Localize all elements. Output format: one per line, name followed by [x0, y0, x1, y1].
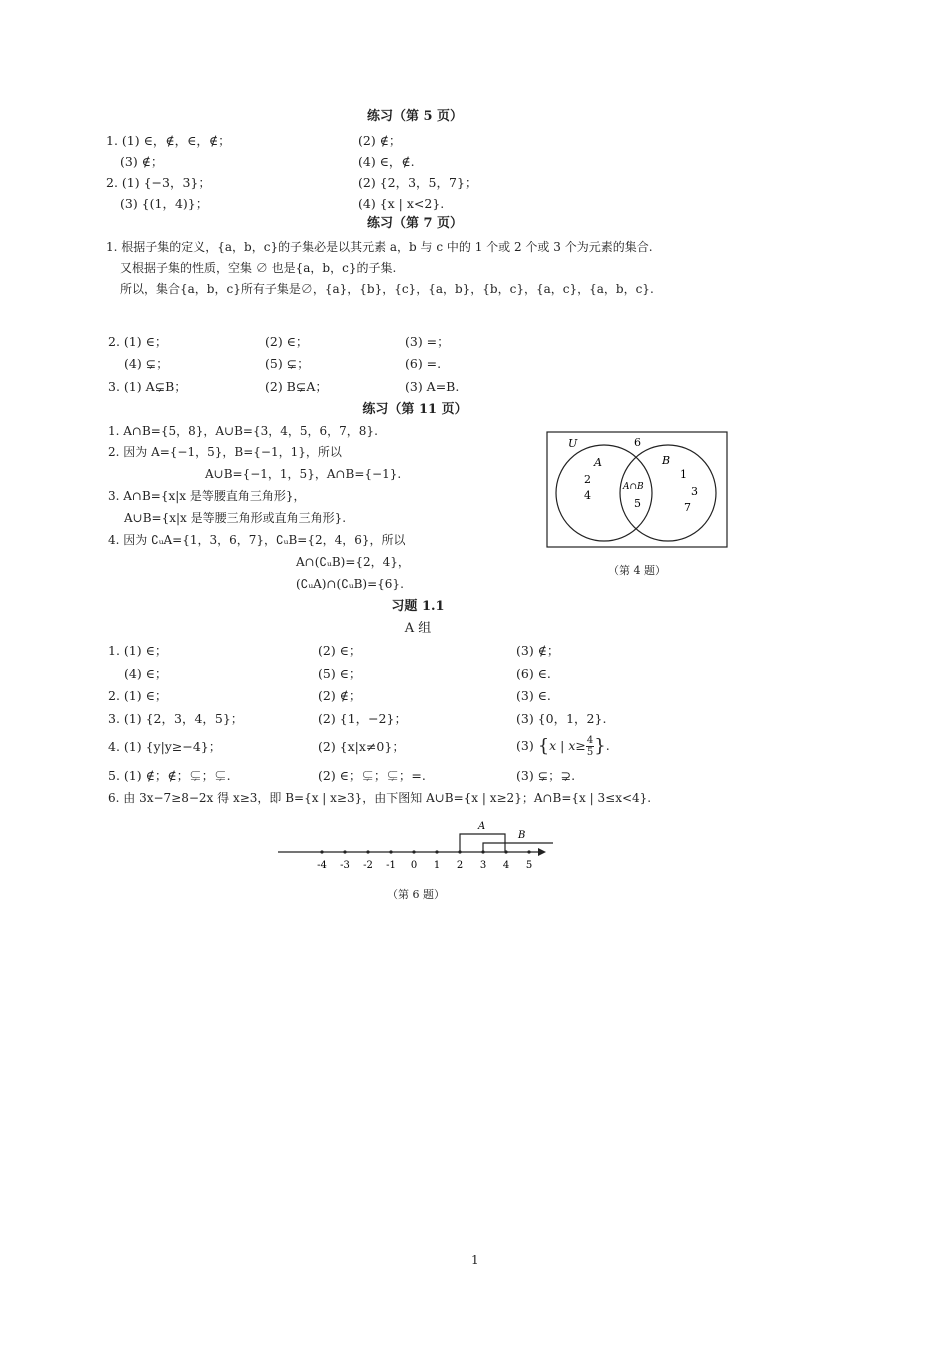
- answer-line: (2) {2，3，5，7}；: [358, 175, 478, 190]
- answer-line: 3. (1) {2，3，4，5}；: [108, 711, 244, 726]
- brace-close: }: [594, 735, 606, 757]
- tick-dot: [504, 850, 507, 853]
- value-2: 2: [584, 473, 591, 486]
- answer-line: (4) ∈；: [124, 666, 168, 681]
- section-title-p11: 练习（第 11 页）: [362, 402, 468, 417]
- answer-line: A∪B={x|x 是等腰三角形或直角三角形}.: [124, 511, 347, 525]
- label-u: U: [568, 437, 578, 450]
- tick-dot: [435, 850, 438, 853]
- tick-dot: [320, 850, 323, 853]
- tick-label: 5: [525, 860, 533, 871]
- tick-label: 4: [502, 860, 510, 871]
- label-a: A: [594, 456, 602, 469]
- answer-line: (3) ∉；: [120, 154, 164, 169]
- section-title-exercise: 习题 1.1: [391, 599, 445, 614]
- answer-line: 2. (1) ∈；: [108, 334, 168, 349]
- answer-line: (2) B⊊A；: [265, 379, 328, 394]
- answer-line: (3) {0，1，2}.: [516, 711, 607, 726]
- answer-line: 1. (1) ∈，∉，∈，∉；: [106, 133, 231, 148]
- answer-line: (4) ⊊；: [124, 356, 169, 371]
- label-a: A: [478, 821, 486, 832]
- tick-label: 3: [479, 860, 487, 871]
- answer-line: 4. 因为 ∁ᵤA={1，3，6，7}，∁ᵤB={2，4，6}，所以: [108, 533, 406, 547]
- value-4: 4: [584, 489, 591, 502]
- numerator: 4: [586, 735, 594, 746]
- tick-label: -4: [317, 860, 327, 871]
- denominator: 5: [586, 747, 594, 758]
- answer-line: (3) ⊊；⊋.: [516, 768, 576, 783]
- answer-line: (4) {x | x<2}.: [358, 196, 445, 211]
- tick-label: -2: [363, 860, 373, 871]
- answer-line: (2) ∉；: [358, 133, 402, 148]
- tick-dot: [481, 850, 484, 853]
- tick-label: -1: [386, 860, 396, 871]
- answer-prefix: (3): [516, 738, 534, 753]
- label-b: B: [662, 454, 671, 467]
- answer-line: (3) ∈.: [516, 688, 551, 703]
- answer-end: .: [605, 738, 610, 753]
- tick-label: 1: [433, 860, 441, 871]
- answer-line: 所以，集合{a，b，c}所有子集是∅，{a}，{b}，{c}，{a，b}，{b，c}，{a，c}，{a，b，c}.: [120, 282, 654, 296]
- tick-dot: [343, 850, 346, 853]
- label-b: B: [518, 830, 526, 841]
- answer-line: 6. 由 3x−7≥8−2x 得 x≥3，即 B={x | x≥3}，由下图知 A∪B={x | x≥2}；A∩B={x | 3≤x<4}.: [108, 791, 652, 805]
- tick-dot: [458, 850, 461, 853]
- figure-caption-6: （第 6 题）: [387, 888, 445, 901]
- fraction: [586, 735, 594, 758]
- answer-line: (3) A=B.: [405, 379, 460, 394]
- axis-arrow: [538, 848, 546, 856]
- number-line-diagram: [276, 815, 558, 877]
- section-title-p5: 练习（第 5 页）: [366, 109, 464, 124]
- answer-line: (3) ∉；: [516, 643, 560, 658]
- tick-dot: [389, 850, 392, 853]
- value-7: 7: [684, 501, 691, 514]
- answer-line: (2) ∈；: [265, 334, 309, 349]
- answer-line: 3. (1) A⊊B；: [108, 379, 187, 394]
- answer-line: (6) =.: [405, 356, 442, 371]
- tick-group: [317, 850, 532, 871]
- answer-line: 3. A∩B={x|x 是等腰直角三角形}，: [108, 489, 306, 503]
- answer-line: 5. (1) ∉；∉；⊊；⊊.: [108, 768, 231, 783]
- tick-label: 0: [410, 860, 418, 871]
- label-intersection: A∩B: [623, 482, 644, 492]
- page-number: 1: [471, 1253, 479, 1267]
- answer-line: (4) ∈，∉.: [358, 154, 415, 169]
- set-a-circle: [556, 445, 652, 541]
- group-title: A 组: [404, 621, 432, 636]
- brace-open: {: [537, 735, 550, 757]
- answer-line: 1. 根据子集的定义，{a，b，c}的子集必是以其元素 a，b 与 c 中的 1 个或 2 个或 3 个为元素的集合.: [106, 240, 653, 254]
- answer-line: (3) =；: [405, 334, 450, 349]
- venn-diagram: [546, 431, 728, 549]
- answer-line: (2) ∉；: [318, 688, 362, 703]
- value-6: 6: [634, 436, 641, 449]
- answer-line: (2) {1，−2}；: [318, 711, 407, 726]
- tick-dot: [366, 850, 369, 853]
- answer-line: (∁ᵤA)∩(∁ᵤB)={6}.: [296, 577, 404, 591]
- answer-line: A∪B={−1，1，5}，A∩B={−1}.: [205, 467, 402, 481]
- answer-line: 4. (1) {y|y≥−4}；: [108, 739, 222, 754]
- answer-line: 2. 因为 A={−1，5}，B={−1，1}，所以: [108, 445, 342, 459]
- answer-line: (5) ⊊；: [265, 356, 310, 371]
- answer-line: 2. (1) {−3，3}；: [106, 175, 211, 190]
- answer-line: A∩(∁ᵤB)={2，4}，: [296, 555, 410, 569]
- tick-dot: [412, 850, 415, 853]
- tick-label: -3: [340, 860, 350, 871]
- value-5: 5: [634, 497, 641, 510]
- answer-line: 2. (1) ∈；: [108, 688, 168, 703]
- figure-caption-4: （第 4 题）: [608, 564, 666, 577]
- answer-line: 又根据子集的性质，空集 ∅ 也是{a，b，c}的子集.: [120, 261, 397, 275]
- answer-line: (6) ∈.: [516, 666, 551, 681]
- answer-line: (3) {(1，4)}；: [120, 196, 209, 211]
- set-builder: x | x≥: [549, 738, 586, 753]
- answer-line: (5) ∈；: [318, 666, 362, 681]
- value-1: 1: [680, 468, 687, 481]
- answer-line: (2) ∈；: [318, 643, 362, 658]
- tick-label: 2: [456, 860, 464, 871]
- answer-line: 1. (1) ∈；: [108, 643, 168, 658]
- section-title-p7: 练习（第 7 页）: [366, 216, 464, 231]
- answer-line-fraction: [516, 731, 610, 762]
- tick-dot: [527, 850, 530, 853]
- value-3: 3: [691, 485, 698, 498]
- answer-line: 1. A∩B={5，8}，A∪B={3，4，5，6，7，8}.: [108, 424, 378, 438]
- answer-line: (2) {x|x≠0}；: [318, 739, 405, 754]
- answer-line: (2) ∈；⊊；⊊；=.: [318, 768, 426, 783]
